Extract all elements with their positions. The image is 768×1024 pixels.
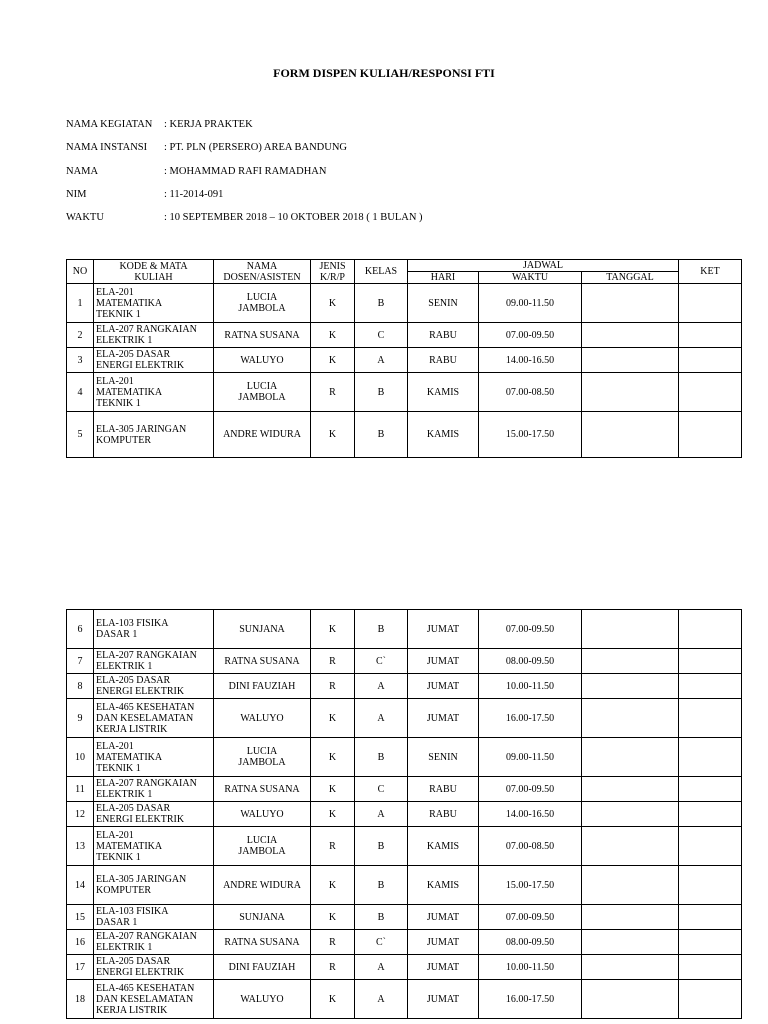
type-cell: K	[311, 802, 355, 827]
class-cell: B	[355, 905, 408, 930]
type-cell: K	[311, 980, 355, 1019]
header-jenis-line1: JENIS	[319, 260, 346, 272]
header-jenis	[311, 260, 355, 284]
class-cell: A	[355, 699, 408, 738]
table-row	[67, 738, 742, 777]
row-number: 15	[67, 905, 94, 930]
lecturer-line: WALUYO	[240, 993, 284, 1005]
lecturer-line: WALUYO	[240, 354, 284, 366]
note-cell	[679, 373, 742, 412]
lecturer-cell	[214, 827, 311, 866]
lecturer-cell	[214, 699, 311, 738]
table-body-page-1	[67, 284, 742, 458]
course-line: KOMPUTER	[96, 885, 152, 896]
type-cell: K	[311, 738, 355, 777]
course-line: MATEMATIKA	[96, 840, 163, 852]
type-cell: R	[311, 373, 355, 412]
table-row	[67, 802, 742, 827]
row-number: 2	[67, 323, 94, 348]
lecturer-line: LUCIA	[246, 381, 278, 392]
lecturer-line: DINI FAUZIAH	[228, 961, 296, 973]
course-cell	[94, 905, 214, 930]
time-cell: 09.00-11.50	[479, 738, 582, 777]
date-cell	[582, 866, 679, 905]
course-line: MATEMATIKA	[96, 297, 163, 309]
table-row	[67, 610, 742, 649]
course-line: MATEMATIKA	[96, 751, 163, 763]
lecturer-line: JAMBOLA	[238, 392, 286, 403]
lecturer-cell	[214, 649, 311, 674]
type-cell: K	[311, 866, 355, 905]
course-line: KERJA LISTRIK	[96, 1004, 168, 1016]
day-cell: JUMAT	[408, 930, 479, 955]
class-cell: C	[355, 323, 408, 348]
row-number: 7	[67, 649, 94, 674]
time-cell: 07.00-09.50	[479, 323, 582, 348]
day-cell: KAMIS	[408, 412, 479, 458]
course-line: ELA-305 JARINGAN	[96, 423, 187, 435]
course-line: DASAR 1	[96, 917, 138, 928]
note-cell	[679, 674, 742, 699]
table-row	[67, 323, 742, 348]
info-value: : PT. PLN (PERSERO) AREA BANDUNG	[164, 142, 347, 153]
course-line: ELA-205 DASAR	[96, 675, 171, 686]
lecturer-cell	[214, 905, 311, 930]
class-cell: C`	[355, 649, 408, 674]
day-cell: KAMIS	[408, 866, 479, 905]
lecturer-cell	[214, 284, 311, 323]
note-cell	[679, 955, 742, 980]
lecturer-line: JAMBOLA	[238, 846, 286, 857]
date-cell	[582, 699, 679, 738]
date-cell	[582, 348, 679, 373]
course-line: ELA-103 FISIKA	[96, 906, 169, 917]
course-line: TEKNIK 1	[96, 851, 141, 863]
type-cell: K	[311, 777, 355, 802]
info-label: WAKTU	[66, 212, 104, 223]
lecturer-cell	[214, 955, 311, 980]
header-nama-dosen	[214, 260, 311, 284]
class-cell: B	[355, 373, 408, 412]
course-cell	[94, 930, 214, 955]
class-cell: B	[355, 866, 408, 905]
lecturer-cell	[214, 777, 311, 802]
row-number: 6	[67, 610, 94, 649]
info-label: NAMA KEGIATAN	[66, 119, 153, 130]
row-number: 1	[67, 284, 94, 323]
course-line: TEKNIK 1	[96, 397, 141, 409]
course-line: ELA-103 FISIKA	[96, 618, 169, 629]
row-number: 17	[67, 955, 94, 980]
time-cell: 10.00-11.50	[479, 674, 582, 699]
time-cell: 08.00-09.50	[479, 649, 582, 674]
date-cell	[582, 738, 679, 777]
row-number: 5	[67, 412, 94, 458]
lecturer-line: RATNA SUSANA	[224, 936, 300, 948]
course-line: ENERGI ELEKTRIK	[96, 814, 185, 825]
header-nama-line2: DOSEN/ASISTEN	[223, 271, 301, 283]
lecturer-cell	[214, 323, 311, 348]
course-line: ELA-201	[96, 286, 134, 298]
lecturer-line: RATNA SUSANA	[224, 783, 300, 795]
lecturer-cell	[214, 610, 311, 649]
course-line: ELEKTRIK 1	[96, 335, 153, 346]
course-line: KOMPUTER	[96, 434, 152, 446]
time-cell: 07.00-09.50	[479, 610, 582, 649]
form-title: FORM DISPEN KULIAH/RESPONSI FTI	[273, 66, 495, 80]
lecturer-line: ANDRE WIDURA	[223, 879, 301, 891]
time-cell: 14.00-16.50	[479, 348, 582, 373]
header-kode-line1: KODE & MATA	[119, 260, 188, 272]
day-cell: RABU	[408, 348, 479, 373]
lecturer-line: JAMBOLA	[238, 303, 286, 314]
note-cell	[679, 610, 742, 649]
day-cell: JUMAT	[408, 699, 479, 738]
note-cell	[679, 284, 742, 323]
info-value: : KERJA PRAKTEK	[164, 119, 253, 130]
day-cell: SENIN	[408, 284, 479, 323]
row-number: 10	[67, 738, 94, 777]
class-cell: A	[355, 802, 408, 827]
lecturer-line: JAMBOLA	[238, 757, 286, 768]
note-cell	[679, 980, 742, 1019]
day-cell: KAMIS	[408, 373, 479, 412]
row-number: 4	[67, 373, 94, 412]
header-kode-line2: KULIAH	[134, 271, 173, 283]
time-cell: 07.00-09.50	[479, 905, 582, 930]
day-cell: JUMAT	[408, 610, 479, 649]
lecturer-line: LUCIA	[246, 292, 278, 303]
date-cell	[582, 930, 679, 955]
time-cell: 07.00-09.50	[479, 777, 582, 802]
lecturer-line: SUNJANA	[239, 623, 285, 635]
lecturer-cell	[214, 980, 311, 1019]
info-row-nim	[66, 189, 223, 200]
header-kode-mata-kuliah	[94, 260, 214, 284]
course-cell	[94, 955, 214, 980]
row-number: 18	[67, 980, 94, 1019]
date-cell	[582, 802, 679, 827]
lecturer-line: ANDRE WIDURA	[223, 429, 301, 440]
type-cell: R	[311, 955, 355, 980]
header-ket: KET	[679, 260, 742, 284]
course-line: ELEKTRIK 1	[96, 942, 153, 953]
date-cell	[582, 955, 679, 980]
row-number: 9	[67, 699, 94, 738]
time-cell: 16.00-17.50	[479, 699, 582, 738]
type-cell: K	[311, 284, 355, 323]
course-line: ELA-207 RANGKAIAN	[96, 324, 197, 335]
time-cell: 08.00-09.50	[479, 930, 582, 955]
course-line: ELA-207 RANGKAIAN	[96, 931, 197, 942]
time-cell: 09.00-11.50	[479, 284, 582, 323]
note-cell	[679, 802, 742, 827]
date-cell	[582, 905, 679, 930]
course-cell	[94, 412, 214, 458]
course-line: ENERGI ELEKTRIK	[96, 360, 185, 371]
note-cell	[679, 905, 742, 930]
course-cell	[94, 348, 214, 373]
type-cell: K	[311, 323, 355, 348]
lecturer-cell	[214, 412, 311, 458]
lecturer-cell	[214, 866, 311, 905]
lecturer-cell	[214, 802, 311, 827]
course-cell	[94, 980, 214, 1019]
class-cell: B	[355, 412, 408, 458]
info-value: : 11-2014-091	[164, 189, 224, 200]
note-cell	[679, 348, 742, 373]
course-line: MATEMATIKA	[96, 386, 163, 398]
class-cell: C	[355, 777, 408, 802]
class-cell: B	[355, 738, 408, 777]
day-cell: JUMAT	[408, 674, 479, 699]
date-cell	[582, 610, 679, 649]
table-row	[67, 649, 742, 674]
schedule-table-page-2	[66, 609, 742, 1019]
row-number: 16	[67, 930, 94, 955]
time-cell: 15.00-17.50	[479, 866, 582, 905]
class-cell: A	[355, 955, 408, 980]
table-row	[67, 955, 742, 980]
class-cell: A	[355, 980, 408, 1019]
course-line: ELA-201	[96, 375, 134, 387]
day-cell: RABU	[408, 323, 479, 348]
time-cell: 07.00-08.50	[479, 827, 582, 866]
lecturer-line: DINI FAUZIAH	[228, 680, 296, 692]
time-cell: 10.00-11.50	[479, 955, 582, 980]
course-cell	[94, 699, 214, 738]
lecturer-cell	[214, 738, 311, 777]
day-cell: RABU	[408, 777, 479, 802]
type-cell: K	[311, 412, 355, 458]
note-cell	[679, 738, 742, 777]
date-cell	[582, 373, 679, 412]
course-line: DAN KESELAMATAN	[96, 993, 194, 1005]
course-line: ENERGI ELEKTRIK	[96, 686, 185, 697]
course-line: DAN KESELAMATAN	[96, 712, 194, 724]
date-cell	[582, 777, 679, 802]
course-cell	[94, 866, 214, 905]
day-cell: JUMAT	[408, 649, 479, 674]
class-cell: B	[355, 827, 408, 866]
day-cell: JUMAT	[408, 955, 479, 980]
class-cell: C`	[355, 930, 408, 955]
table-row	[67, 777, 742, 802]
time-cell: 07.00-08.50	[479, 373, 582, 412]
row-number: 8	[67, 674, 94, 699]
course-line: ELA-465 KESEHATAN	[96, 701, 195, 713]
date-cell	[582, 674, 679, 699]
lecturer-cell	[214, 373, 311, 412]
type-cell: K	[311, 348, 355, 373]
type-cell: K	[311, 610, 355, 649]
note-cell	[679, 649, 742, 674]
info-row-nama-instansi	[66, 142, 347, 153]
course-line: ELA-205 DASAR	[96, 803, 171, 814]
header-tanggal: TANGGAL	[582, 272, 679, 284]
table-row	[67, 348, 742, 373]
course-line: ELA-465 KESEHATAN	[96, 982, 195, 994]
header-jadwal: JADWAL	[408, 260, 679, 272]
info-label: NAMA INSTANSI	[66, 142, 148, 153]
table-row	[67, 284, 742, 323]
table-row	[67, 866, 742, 905]
lecturer-cell	[214, 348, 311, 373]
course-cell	[94, 323, 214, 348]
day-cell: JUMAT	[408, 905, 479, 930]
table-body-page-2	[67, 610, 742, 1019]
row-number: 3	[67, 348, 94, 373]
course-cell	[94, 827, 214, 866]
table-row	[67, 827, 742, 866]
course-line: TEKNIK 1	[96, 308, 141, 320]
info-value: : MOHAMMAD RAFI RAMADHAN	[164, 166, 327, 177]
course-line: ELA-201	[96, 740, 134, 752]
date-cell	[582, 323, 679, 348]
header-waktu: WAKTU	[479, 272, 582, 284]
table-row	[67, 930, 742, 955]
lecturer-line: SUNJANA	[239, 911, 285, 923]
class-cell: B	[355, 284, 408, 323]
lecturer-line: WALUYO	[240, 712, 284, 724]
lecturer-line: RATNA SUSANA	[224, 329, 300, 341]
date-cell	[582, 412, 679, 458]
type-cell: R	[311, 827, 355, 866]
type-cell: R	[311, 930, 355, 955]
course-cell	[94, 777, 214, 802]
note-cell	[679, 777, 742, 802]
date-cell	[582, 649, 679, 674]
header-hari: HARI	[408, 272, 479, 284]
row-number: 14	[67, 866, 94, 905]
day-cell: JUMAT	[408, 980, 479, 1019]
course-line: ELA-205 DASAR	[96, 349, 171, 360]
day-cell: RABU	[408, 802, 479, 827]
note-cell	[679, 866, 742, 905]
day-cell: KAMIS	[408, 827, 479, 866]
date-cell	[582, 827, 679, 866]
note-cell	[679, 699, 742, 738]
course-line: ELA-207 RANGKAIAN	[96, 650, 197, 661]
table-row	[67, 905, 742, 930]
info-row-waktu	[66, 212, 423, 223]
time-cell: 14.00-16.50	[479, 802, 582, 827]
schedule-table-page-1	[66, 259, 742, 458]
table-row	[67, 412, 742, 458]
lecturer-line: RATNA SUSANA	[224, 655, 300, 667]
row-number: 12	[67, 802, 94, 827]
course-line: ELEKTRIK 1	[96, 661, 153, 672]
info-value: : 10 SEPTEMBER 2018 – 10 OKTOBER 2018 ( 1 BULAN )	[164, 212, 423, 223]
type-cell: R	[311, 649, 355, 674]
type-cell: K	[311, 699, 355, 738]
info-row-nama	[66, 166, 326, 177]
course-cell	[94, 284, 214, 323]
course-line: ENERGI ELEKTRIK	[96, 967, 185, 978]
header-kelas: KELAS	[355, 260, 408, 284]
time-cell: 15.00-17.50	[479, 412, 582, 458]
class-cell: A	[355, 348, 408, 373]
time-cell: 16.00-17.50	[479, 980, 582, 1019]
course-line: KERJA LISTRIK	[96, 723, 168, 735]
header-nama-line1: NAMA	[246, 260, 278, 272]
course-line: ELA-201	[96, 829, 134, 841]
lecturer-cell	[214, 930, 311, 955]
date-cell	[582, 980, 679, 1019]
row-number: 13	[67, 827, 94, 866]
type-cell: R	[311, 674, 355, 699]
course-line: DASAR 1	[96, 629, 138, 640]
note-cell	[679, 930, 742, 955]
class-cell: A	[355, 674, 408, 699]
header-no: NO	[67, 260, 94, 284]
course-cell	[94, 649, 214, 674]
table-row	[67, 674, 742, 699]
info-row-nama-kegiatan	[66, 119, 253, 130]
lecturer-cell	[214, 674, 311, 699]
course-cell	[94, 802, 214, 827]
lecturer-line: WALUYO	[240, 808, 284, 820]
table-row	[67, 980, 742, 1019]
note-cell	[679, 412, 742, 458]
date-cell	[582, 284, 679, 323]
header-jenis-line2: K/R/P	[319, 271, 345, 283]
class-cell: B	[355, 610, 408, 649]
table-row	[67, 699, 742, 738]
course-cell	[94, 610, 214, 649]
row-number: 11	[67, 777, 94, 802]
course-cell	[94, 373, 214, 412]
course-line: ELA-207 RANGKAIAN	[96, 778, 197, 789]
type-cell: K	[311, 905, 355, 930]
course-line: ELA-305 JARINGAN	[96, 874, 187, 885]
course-line: ELA-205 DASAR	[96, 956, 171, 967]
table-row	[67, 373, 742, 412]
course-cell	[94, 738, 214, 777]
lecturer-line: LUCIA	[246, 746, 278, 757]
lecturer-line: LUCIA	[246, 835, 278, 846]
info-label: NAMA	[66, 166, 99, 177]
course-line: ELEKTRIK 1	[96, 789, 153, 800]
note-cell	[679, 827, 742, 866]
course-cell	[94, 674, 214, 699]
note-cell	[679, 323, 742, 348]
course-line: TEKNIK 1	[96, 762, 141, 774]
day-cell: SENIN	[408, 738, 479, 777]
info-label: NIM	[66, 189, 87, 200]
